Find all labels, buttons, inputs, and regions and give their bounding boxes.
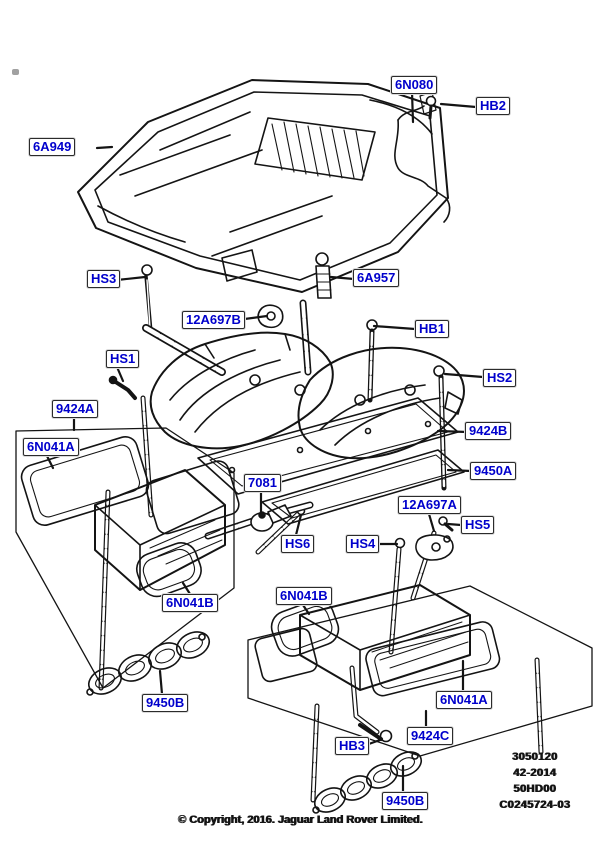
part-label-12A697A[interactable]: 12A697A	[398, 496, 461, 514]
drawing-date: 42-2014	[512, 767, 557, 779]
aircleaner-left-drawing	[19, 434, 242, 590]
drawing-revision: C0245724-03	[498, 799, 571, 811]
bolt-hb1-drawing	[367, 320, 377, 400]
seal-6n041b-left-drawing	[132, 538, 205, 601]
part-label-6A949[interactable]: 6A949	[29, 138, 75, 156]
drawing-number: 3050120	[511, 751, 558, 763]
part-label-HS4[interactable]: HS4	[346, 535, 379, 553]
part-label-HS6[interactable]: HS6	[281, 535, 314, 553]
part-label-6N041B-right[interactable]: 6N041B	[276, 587, 332, 605]
part-label-6N041A-right[interactable]: 6N041A	[436, 691, 492, 709]
part-label-9424B[interactable]: 9424B	[465, 422, 511, 440]
part-12a697a-drawing	[416, 535, 453, 560]
drawing-code: 50HD00	[513, 783, 556, 795]
part-label-6A957[interactable]: 6A957	[353, 269, 399, 287]
bolt-6a957-drawing	[316, 253, 331, 298]
seal-6n041b-right-drawing	[267, 595, 343, 660]
part-label-HS3[interactable]: HS3	[87, 270, 120, 288]
stud-hs3-drawing	[142, 265, 152, 332]
drawing-reference-block	[477, 749, 592, 813]
part-label-6N041B-left[interactable]: 6N041B	[162, 594, 218, 612]
part-label-12A697B[interactable]: 12A697B	[182, 311, 245, 329]
part-label-HB1[interactable]: HB1	[415, 320, 449, 338]
part-label-HS5[interactable]: HS5	[461, 516, 494, 534]
part-label-HB2[interactable]: HB2	[476, 97, 510, 115]
part-label-6N080[interactable]: 6N080	[391, 76, 437, 94]
manifold-right-drawing	[298, 348, 463, 458]
part-label-HS2[interactable]: HS2	[483, 369, 516, 387]
part-label-9450A[interactable]: 9450A	[470, 462, 516, 480]
engine-cover-drawing	[78, 80, 448, 292]
part-label-6N041A-left[interactable]: 6N041A	[23, 438, 79, 456]
part-label-9450B-top[interactable]: 9450B	[142, 694, 188, 712]
copyright-notice: © Copyright, 2016. Jaguar Land Rover Limited.	[177, 814, 423, 826]
mounting-studs-drawing	[101, 303, 541, 800]
part-label-7081[interactable]: 7081	[244, 474, 281, 492]
part-label-9450B-bottom[interactable]: 9450B	[382, 792, 428, 810]
part-label-HS1[interactable]: HS1	[106, 350, 139, 368]
part-label-HB3[interactable]: HB3	[335, 737, 369, 755]
part-label-9424A[interactable]: 9424A	[52, 400, 98, 418]
part-label-9424C[interactable]: 9424C	[407, 727, 453, 745]
